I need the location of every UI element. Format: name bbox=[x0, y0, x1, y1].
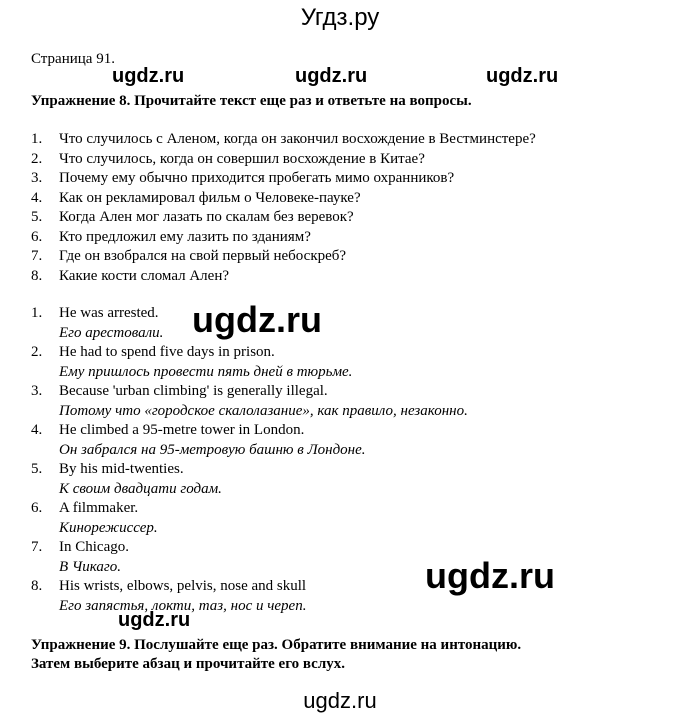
answer-number: 4. bbox=[31, 422, 43, 438]
question-item bbox=[31, 189, 536, 209]
answer-item bbox=[31, 577, 468, 616]
question-item bbox=[31, 150, 536, 170]
answer-russian: К своим двадцати годам. bbox=[59, 480, 222, 497]
answer-item bbox=[31, 460, 468, 499]
question-item bbox=[31, 169, 536, 189]
answer-english: Because 'urban climbing' is generally illegal. bbox=[59, 383, 328, 399]
site-header-title[interactable]: Угдз.ру bbox=[300, 4, 380, 31]
question-item bbox=[31, 267, 536, 287]
answer-english: His wrists, elbows, pelvis, nose and skull bbox=[59, 578, 307, 594]
answer-english: He was arrested. bbox=[59, 305, 159, 321]
answer-item bbox=[31, 538, 468, 577]
answer-english: He climbed a 95-metre tower in London. bbox=[59, 422, 305, 438]
answer-item bbox=[31, 499, 468, 538]
watermark: ugdz.ru bbox=[486, 65, 559, 87]
answer-item bbox=[31, 421, 468, 460]
exercise-8-title: Упражнение 8. Прочитайте текст еще раз и ответьте на вопросы. bbox=[31, 93, 472, 109]
question-text: Почему ему обычно приходится пробегать мимо охранников? bbox=[59, 170, 455, 186]
question-number: 8. bbox=[31, 267, 43, 284]
answer-russian: Кинорежиссер. bbox=[59, 519, 158, 536]
answer-number: 7. bbox=[31, 539, 43, 555]
question-text: Кто предложил ему лазить по зданиям? bbox=[59, 228, 311, 245]
question-number: 5. bbox=[31, 209, 43, 225]
exercise-9-title: Упражнение 9. Послушайте еще раз. Обратите внимание на интонацию. bbox=[31, 637, 522, 653]
answer-russian: Ему пришлось провести пять дней в тюрьме. bbox=[59, 363, 353, 380]
watermark: ugdz.ru bbox=[192, 299, 322, 340]
answer-english: A filmmaker. bbox=[59, 500, 139, 516]
answer-russian: Потому что «городское скалолазание», как правило, незаконно. bbox=[59, 402, 468, 419]
answer-english: In Chicago. bbox=[59, 539, 129, 555]
answer-number: 2. bbox=[31, 344, 43, 360]
answer-number: 8. bbox=[31, 578, 43, 594]
page-label: Страница 91. bbox=[31, 51, 115, 67]
question-text: Как он рекламировал фильм о Человеке-пауке? bbox=[59, 189, 361, 206]
answer-english: By his mid-twenties. bbox=[59, 461, 184, 477]
watermark: ugdz.ru bbox=[425, 555, 555, 596]
footer-site-link[interactable]: ugdz.ru bbox=[303, 688, 377, 713]
question-number: 7. bbox=[31, 248, 43, 264]
question-item bbox=[31, 208, 536, 228]
exercise-9-instruction: Затем выберите абзац и прочитайте его вслух. bbox=[31, 656, 345, 672]
question-number: 6. bbox=[31, 228, 43, 245]
question-text: Где он взобрался на свой первый небоскреб? bbox=[59, 248, 347, 264]
question-number: 2. bbox=[31, 150, 43, 167]
question-item bbox=[31, 130, 536, 150]
question-number: 4. bbox=[31, 189, 43, 206]
question-text: Что случилось, когда он совершил восхождение в Китае? bbox=[59, 150, 425, 167]
watermark: ugdz.ru bbox=[112, 65, 185, 87]
answer-list bbox=[31, 299, 468, 616]
watermark: ugdz.ru bbox=[295, 65, 368, 87]
question-text: Какие кости сломал Ален? bbox=[59, 267, 230, 284]
question-text: Когда Ален мог лазать по скалам без веревок? bbox=[59, 209, 354, 225]
question-text: Что случилось с Аленом, когда он закончил восхождение в Вестминстере? bbox=[59, 131, 536, 147]
answer-item bbox=[31, 343, 468, 382]
question-item bbox=[31, 247, 536, 267]
question-number: 3. bbox=[31, 170, 43, 186]
answer-number: 1. bbox=[31, 305, 43, 321]
answer-item bbox=[31, 382, 468, 421]
answer-russian: Его арестовали. bbox=[59, 324, 164, 341]
question-list bbox=[31, 130, 536, 286]
question-item bbox=[31, 228, 536, 248]
answer-number: 3. bbox=[31, 383, 43, 399]
answer-number: 6. bbox=[31, 500, 43, 516]
answer-russian: В Чикаго. bbox=[59, 558, 121, 575]
answer-russian: Его запястья, локти, таз, нос и череп. bbox=[59, 597, 307, 614]
answer-english: He had to spend five days in prison. bbox=[59, 344, 275, 360]
answer-russian: Он забрался на 95-метровую башню в Лондоне. bbox=[59, 441, 366, 458]
answer-number: 5. bbox=[31, 461, 43, 477]
question-number: 1. bbox=[31, 131, 43, 147]
watermark: ugdz.ru bbox=[118, 609, 191, 631]
